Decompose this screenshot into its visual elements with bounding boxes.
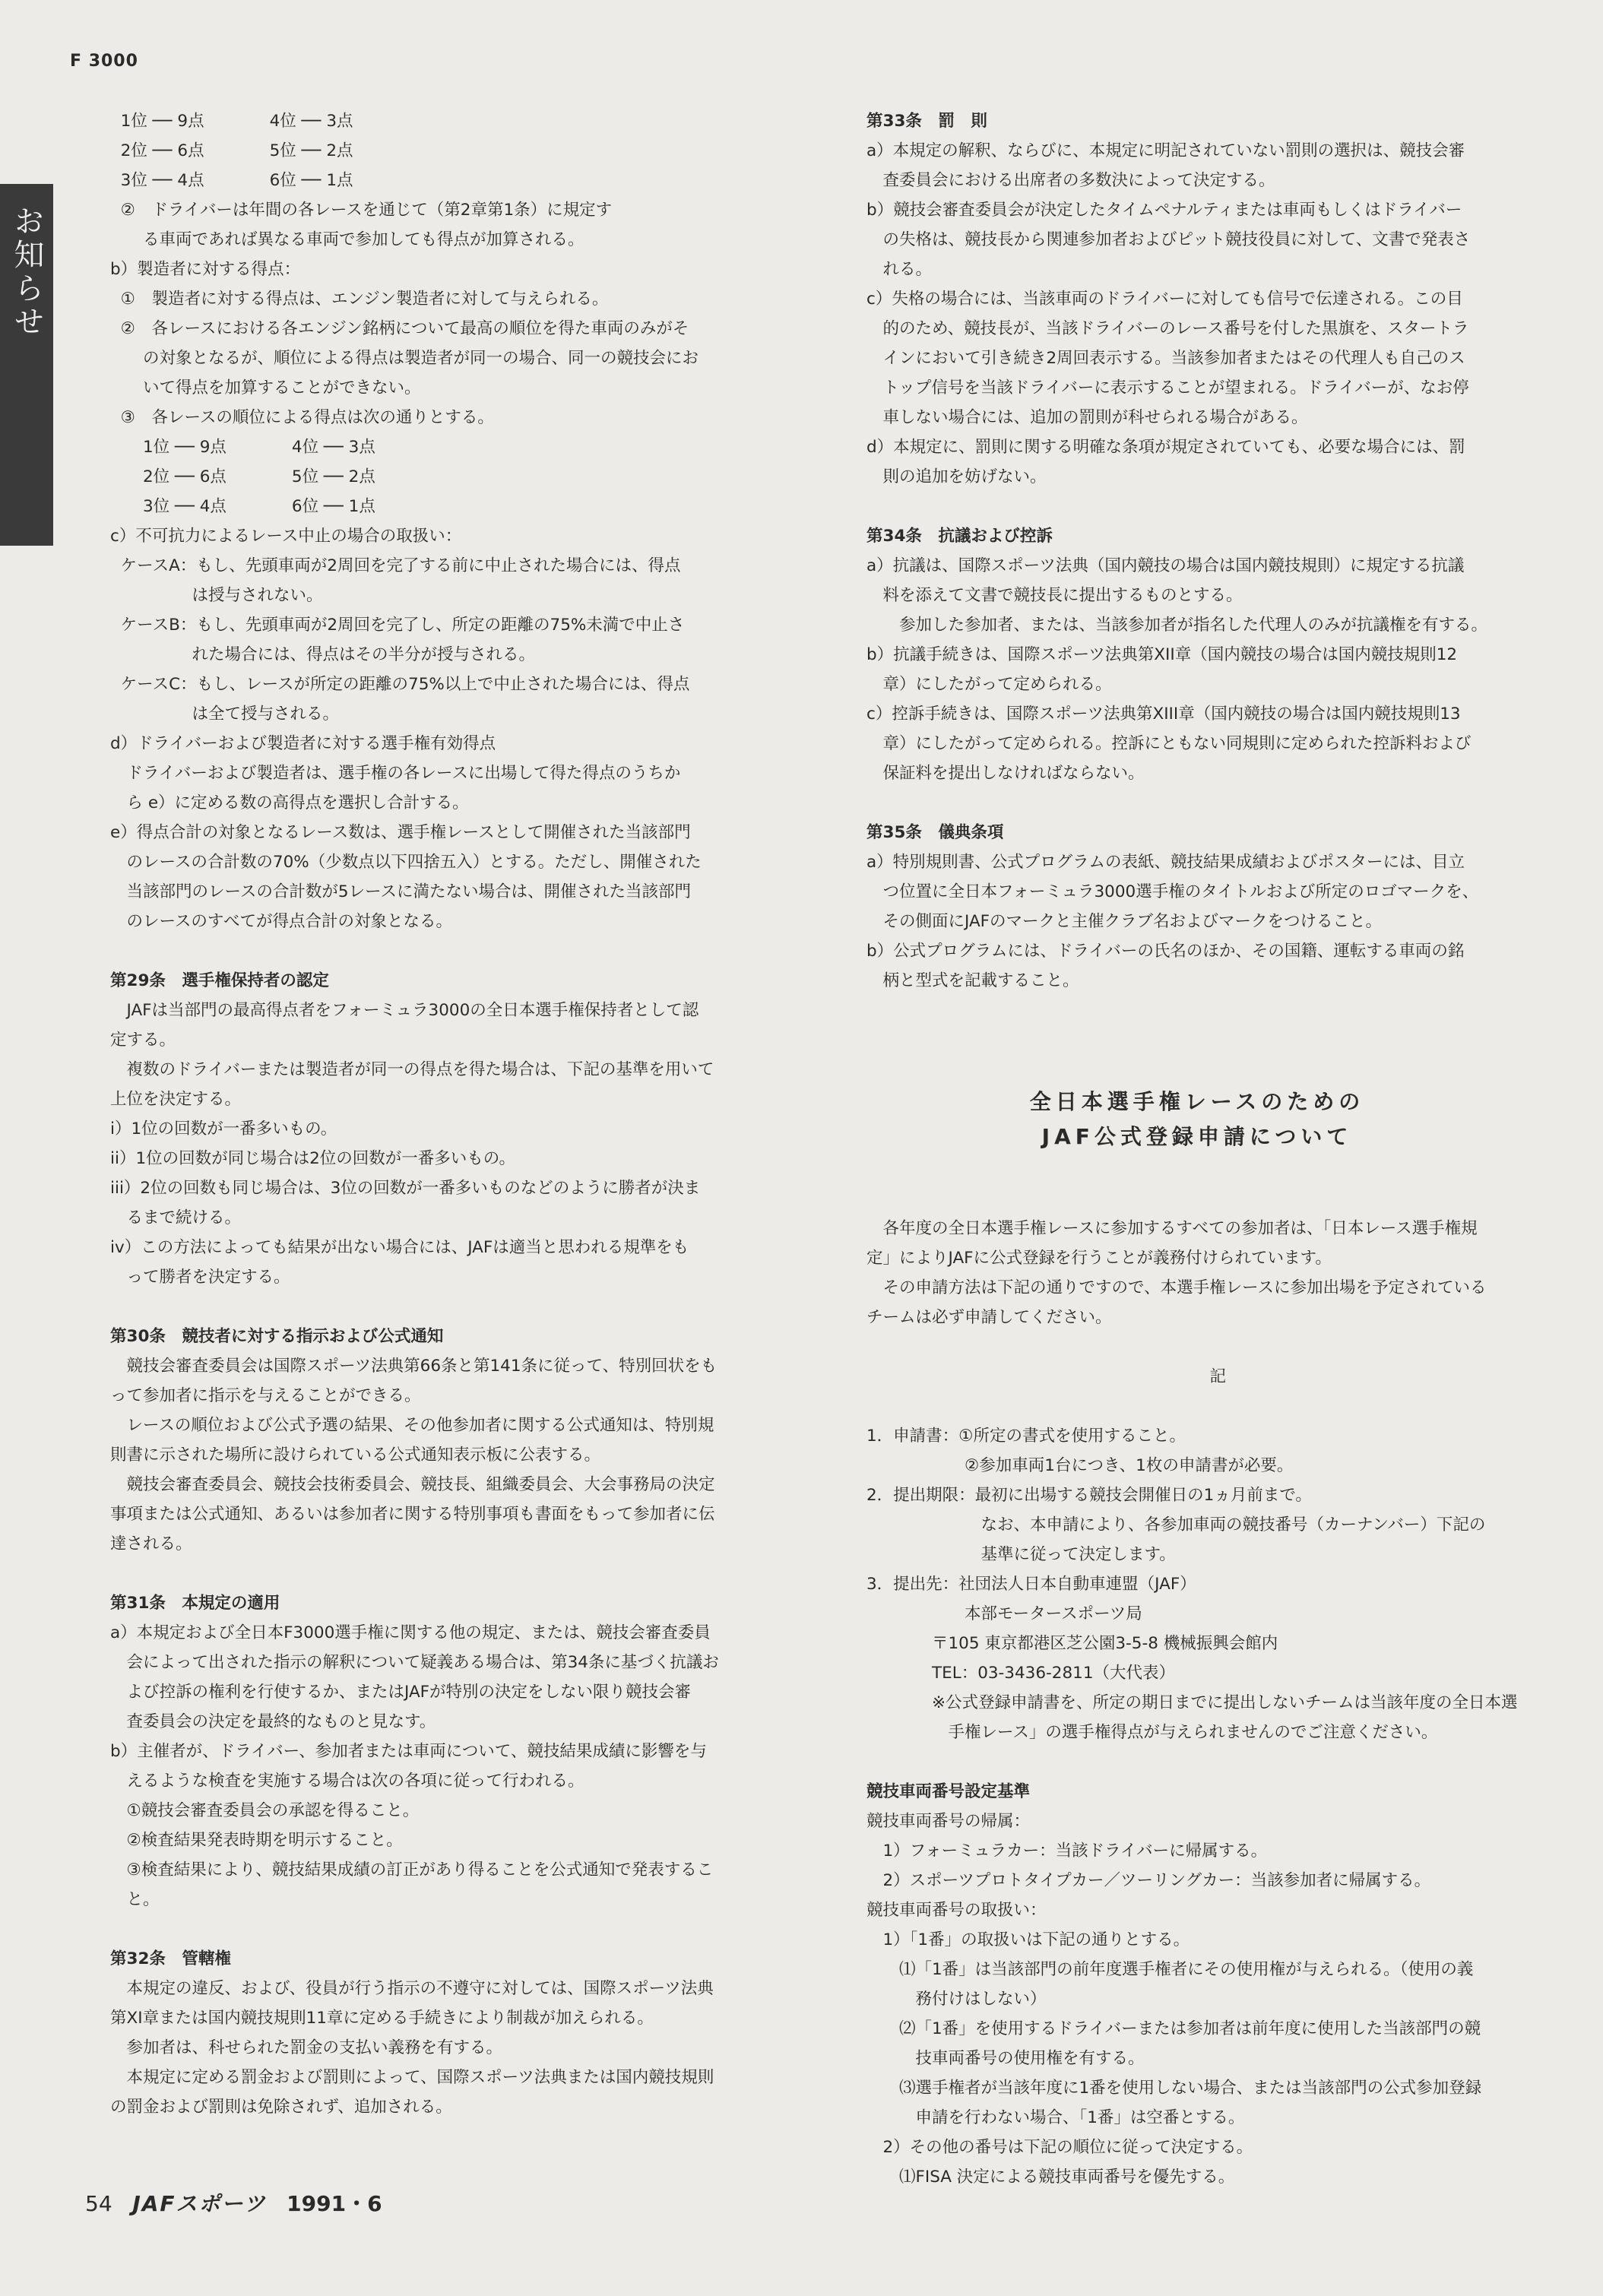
text-line: JAFは当部門の最高得点者をフォーミュラ3000の全日本選手権保持者として認: [110, 1001, 699, 1020]
text-line: レースの順位および公式予選の結果、その他参加者に関する公式通知は、特別規: [110, 1416, 714, 1435]
text-line: 複数のドライバーまたは製造者が同一の得点を得た場合は、下記の基準を用いて: [110, 1060, 714, 1079]
text-line: 査委員会の決定を最終的なものと見なす。: [110, 1712, 436, 1731]
text-line: a）抗議は、国際スポーツ法典（国内競技の場合は国内競技規則）に規定する抗議: [866, 556, 1465, 575]
article-heading: 競技車両番号設定基準: [866, 1782, 1031, 1801]
text-line: 保証料を提出しなければならない。: [866, 764, 1145, 783]
article-heading: 第29条 選手権保持者の認定: [110, 971, 329, 990]
text-line: 本規定に定める罰金および罰則によって、国際スポーツ法典または国内競技規則: [110, 2068, 714, 2087]
text-line: ⑶選手権者が当該年度に1番を使用しない場合、または当該部門の公式参加登録: [866, 2079, 1482, 2098]
text-line: 2位 ── 6点 5位 ── 2点: [110, 467, 375, 486]
text-line: と。: [110, 1890, 160, 1909]
text-line: 本部モータースポーツ局: [866, 1604, 1142, 1623]
text-line: 車しない場合には、追加の罰則が科せられる場合がある。: [866, 408, 1308, 427]
text-line: 2）スポーツプロトタイプカー／ツーリングカー：当該参加者に帰属する。: [866, 1871, 1431, 1890]
text-line: 1位 ── 9点 4位 ── 3点: [110, 438, 375, 457]
text-line: 技車両番号の使用権を有する。: [866, 2049, 1145, 2068]
article-heading: 第32条 管轄権: [110, 1949, 231, 1968]
text-line: ⑵「1番」を使用するドライバーまたは参加者は前年度に使用した当該部門の競: [866, 2019, 1481, 2038]
text-line: 則書に示された場所に設けられている公式通知表示板に公表する。: [110, 1446, 601, 1465]
text-line: iv）この方法によっても結果が出ない場合には、JAFは適当と思われる規準をも: [110, 1238, 689, 1257]
spacer: [866, 1184, 1528, 1214]
text-line: 会によって出された指示の解釈について疑義ある場合は、第34条に基づく抗議お: [110, 1653, 719, 1672]
right-column: [866, 106, 1528, 2192]
text-line: ②参加車両1台につき、1枚の申請書が必要。: [866, 1456, 1294, 1475]
text-line: の失格は、競技長から関連参加者およびピット競技役員に対して、文書で発表さ: [866, 230, 1471, 249]
text-line: 1）フォーミュラカー：当該ドライバーに帰属する。: [866, 1842, 1268, 1861]
text-line: 達される。: [110, 1534, 192, 1553]
text-line: るまで続ける。: [110, 1208, 242, 1227]
spacer: [110, 1914, 764, 1944]
magazine-title: JAFスポーツ: [132, 2191, 267, 2216]
article-heading: 第34条 抗議および控訴: [866, 527, 1053, 546]
text-line: 参加者は、科せられた罰金の支払い義務を有する。: [110, 2038, 503, 2057]
text-line: 競技車両番号の取扱い：: [866, 1901, 1047, 1920]
text-line: えるような検査を実施する場合は次の各項に従って行われる。: [110, 1772, 584, 1791]
spacer: [110, 1292, 764, 1322]
text-line: 柄と型式を記載すること。: [866, 971, 1079, 990]
text-line: TEL：03-3436-2811（大代表）: [866, 1664, 1176, 1683]
notice-title: JAF公式登録申請について: [1041, 1124, 1353, 1149]
text-line: は全て授与される。: [110, 705, 340, 724]
text-line: れる。: [866, 260, 933, 279]
page-footer: [85, 2189, 382, 2219]
text-line: ①競技会審査委員会の承認を得ること。: [110, 1801, 420, 1820]
text-line: a）本規定の解釈、ならびに、本規定に明記されていない罰則の選択は、競技会審: [866, 141, 1465, 160]
spacer: [110, 936, 764, 966]
text-line: の対象となるが、順位による得点は製造者が同一の場合、同一の競技会にお: [110, 349, 699, 368]
text-line: b）公式プログラムには、ドライバーの氏名のほか、その国籍、運転する車両の銘: [866, 942, 1465, 961]
text-line: ① 製造者に対する得点は、エンジン製造者に対して与えられる。: [110, 290, 609, 309]
text-line: 定」によりJAFに公式登録を行うことが義務付けられています。: [866, 1249, 1332, 1268]
text-line: その申請方法は下記の通りですので、本選手権レースに参加出場を予定されている: [866, 1278, 1487, 1297]
text-line: ら e）に定める数の高得点を選択し合計する。: [110, 793, 469, 812]
text-line: って参加者に指示を与えることができる。: [110, 1386, 421, 1405]
text-line: 第XI章または国内競技規則11章に定める手続きにより制裁が加えられる。: [110, 2009, 654, 2028]
text-line: よび控訴の権利を行使するか、またはJAFが特別の決定をしない限り競技会審: [110, 1683, 692, 1702]
spacer: [866, 492, 1528, 521]
text-line: iii）2位の回数も同じ場合は、3位の回数が一番多いものなどのように勝者が決ま: [110, 1179, 701, 1198]
text-line: れた場合には、得点はその半分が授与される。: [110, 645, 536, 664]
text-line: 料を添えて文書で競技長に提出するものとする。: [866, 586, 1243, 605]
page-section-code: F 3000: [70, 52, 138, 71]
text-line: ② ドライバーは年間の各レースを通じて（第2章第1条）に規定す: [110, 201, 613, 220]
text-line: ② 各レースにおける各エンジン銘柄について最高の順位を得た車両のみがそ: [110, 319, 689, 338]
text-line: 定する。: [110, 1031, 176, 1050]
text-line: 章）にしたがって定められる。控訴にともない同規則に定められた控訴料および: [866, 734, 1472, 753]
text-line: のレースのすべてが得点合計の対象となる。: [110, 912, 452, 931]
text-line: 当該部門のレースの合計数が5レースに満たない場合は、開催された当該部門: [110, 882, 692, 901]
page-number: 54: [85, 2191, 112, 2216]
text-line: る車両であれば異なる車両で参加しても得点が加算される。: [110, 230, 584, 249]
text-line: ③ 各レースの順位による得点は次の通りとする。: [110, 408, 494, 427]
text-line: 記: [866, 1367, 1227, 1386]
spacer: [866, 996, 1528, 1025]
text-line: 3．提出先：社団法人日本自動車連盟（JAF）: [866, 1575, 1196, 1594]
text-line: 務付けはしない）: [866, 1990, 1047, 2009]
text-line: 3位 ── 4点 6位 ── 1点: [110, 171, 353, 190]
text-line: その側面にJAFのマークと主催クラブ名およびマークをつけること。: [866, 912, 1383, 931]
text-line: のレースの合計数の70%（少数点以下四捨五入）とする。ただし、開催された: [110, 853, 702, 872]
text-line: c）不可抗力によるレース中止の場合の取扱い：: [110, 527, 462, 546]
text-line: d）本規定に、罰則に関する明確な条項が規定されていても、必要な場合には、罰: [866, 438, 1465, 457]
text-line: 参加した参加者、または、当該参加者が指名した代理人のみが抗議権を有する。: [866, 616, 1488, 635]
text-line: 申請を行わない場合、「1番」は空番とする。: [866, 2108, 1245, 2127]
text-line: b）抗議手続きは、国際スポーツ法典第XII章（国内競技の場合は国内競技規則12: [866, 645, 1458, 664]
spacer: [866, 1025, 1528, 1055]
text-line: インにおいて引き続き2周回表示する。当該参加者またはその代理人も自己のス: [866, 349, 1465, 368]
text-line: 査委員会における出席者の多数決によって決定する。: [866, 171, 1275, 190]
text-line: ケースB：もし、先頭車両が2周回を完了し、所定の距離の75%未満で中止さ: [110, 616, 685, 635]
text-line: ドライバーおよび製造者は、選手権の各レースに出場して得た得点のうちか: [110, 764, 681, 783]
text-line: 1位 ── 9点 4位 ── 3点: [110, 112, 353, 131]
text-line: 基準に従って決定します。: [866, 1545, 1176, 1564]
text-line: 競技会審査委員会、競技会技術委員会、競技長、組織委員会、大会事務局の決定: [110, 1475, 715, 1494]
text-line: って勝者を決定する。: [110, 1268, 290, 1287]
text-line: e）得点合計の対象となるレース数は、選手権レースとして開催された当該部門: [110, 823, 691, 842]
article-heading: 第30条 競技者に対する指示および公式通知: [110, 1327, 444, 1346]
text-line: 各年度の全日本選手権レースに参加するすべての参加者は、「日本レース選手権規: [866, 1219, 1478, 1238]
text-line: 2）その他の番号は下記の順位に従って決定する。: [866, 2138, 1253, 2157]
text-line: 本規定の違反、および、役員が行う指示の不遵守に対しては、国際スポーツ法典: [110, 1979, 714, 1998]
text-line: 2．提出期限：最初に出場する競技会開催日の1ヵ月前まで。: [866, 1486, 1312, 1505]
spacer: [866, 1332, 1528, 1362]
article-heading: 第31条 本規定の適用: [110, 1594, 280, 1613]
text-line: 〒105 東京都港区芝公園3-5-8 機械振興会館内: [866, 1634, 1278, 1653]
spacer: [866, 1055, 1528, 1085]
spacer: [866, 1154, 1528, 1184]
text-line: b）製造者に対する得点：: [110, 260, 301, 279]
spacer: [866, 1392, 1528, 1421]
text-line: 上位を決定する。: [110, 1090, 242, 1109]
text-line: a）本規定および全日本F3000選手権に関する他の規定、または、競技会審査委員: [110, 1623, 711, 1642]
text-line: a）特別規則書、公式プログラムの表紙、競技結果成績およびポスターには、目立: [866, 853, 1465, 872]
text-line: ②検査結果発表時期を明示すること。: [110, 1831, 403, 1850]
text-line: 競技会審査委員会は国際スポーツ法典第66条と第141条に従って、特別回状をも: [110, 1357, 718, 1376]
article-heading: 第35条 儀典条項: [866, 823, 1004, 842]
text-line: 章）にしたがって定められる。: [866, 675, 1112, 694]
text-line: の罰金および罰則は免除されず、追加される。: [110, 2098, 452, 2117]
text-line: ケースA：もし、先頭車両が2周回を完了する前に中止された場合には、得点: [110, 556, 681, 575]
text-line: トップ信号を当該ドライバーに表示することが望まれる。ドライバーが、なお停: [866, 378, 1469, 397]
text-line: 的のため、競技長が、当該ドライバーのレース番号を付した黒旗を、スタートラ: [866, 319, 1469, 338]
notice-title: 全日本選手権レースのための: [1029, 1089, 1365, 1114]
text-line: ii）1位の回数が同じ場合は2位の回数が一番多いもの。: [110, 1149, 515, 1168]
text-line: 手権レース」の選手権得点が与えられませんのでご注意ください。: [866, 1723, 1438, 1742]
text-line: ケースC：もし、レースが所定の距離の75%以上で中止された場合には、得点: [110, 675, 690, 694]
side-tab-label: お知らせ: [0, 184, 53, 546]
text-line: ⑴FISA 決定による競技車両番号を優先する。: [866, 2168, 1235, 2187]
text-line: ※公式登録申請書を、所定の期日までに提出しないチームは当該年度の全日本選: [866, 1693, 1518, 1712]
text-line: c）控訴手続きは、国際スポーツ法典第XIII章（国内競技の場合は国内競技規則13: [866, 705, 1461, 724]
spacer: [110, 1559, 764, 1588]
text-line: なお、本申請により、各参加車両の競技番号（カーナンバー）下記の: [866, 1515, 1486, 1534]
text-line: 1．申請書：①所定の書式を使用すること。: [866, 1427, 1186, 1446]
text-line: チームは必ず申請してください。: [866, 1308, 1112, 1327]
text-line: c）失格の場合には、当該車両のドライバーに対しても信号で伝達される。この目: [866, 290, 1463, 309]
text-line: d）ドライバーおよび製造者に対する選手権有効得点: [110, 734, 496, 753]
text-line: 則の追加を妨げない。: [866, 467, 1047, 486]
text-line: i）1位の回数が一番多いもの。: [110, 1119, 337, 1138]
text-line: は授与されない。: [110, 586, 323, 605]
text-line: いて得点を加算することができない。: [110, 378, 421, 397]
spacer: [866, 1747, 1528, 1777]
text-line: 2位 ── 6点 5位 ── 2点: [110, 141, 353, 160]
text-line: 1）「1番」の取扱いは下記の通りとする。: [866, 1930, 1190, 1949]
text-line: つ位置に全日本フォーミュラ3000選手権のタイトルおよび所定のロゴマークを、: [866, 882, 1479, 901]
text-line: b）主催者が、ドライバー、参加者または車両について、競技結果成績に影響を与: [110, 1742, 707, 1761]
text-line: 競技車両番号の帰属：: [866, 1812, 1031, 1831]
text-line: 3位 ── 4点 6位 ── 1点: [110, 497, 375, 516]
text-line: 事項または公式通知、あるいは参加者に関する特別事項も書面をもって参加者に伝: [110, 1505, 715, 1524]
text-line: ⑴「1番」は当該部門の前年度選手権者にその使用権が与えられる。（使用の義: [866, 1960, 1474, 1979]
text-line: ③検査結果により、競技結果成績の訂正があり得ることを公式通知で発表するこ: [110, 1861, 714, 1880]
article-heading: 第33条 罰 則: [866, 112, 987, 131]
text-line: b）競技会審査委員会が決定したタイムペナルティまたは車両もしくはドライバー: [866, 201, 1462, 220]
issue-date: 1991・6: [287, 2191, 382, 2216]
left-column: [110, 106, 764, 2122]
spacer: [866, 788, 1528, 818]
